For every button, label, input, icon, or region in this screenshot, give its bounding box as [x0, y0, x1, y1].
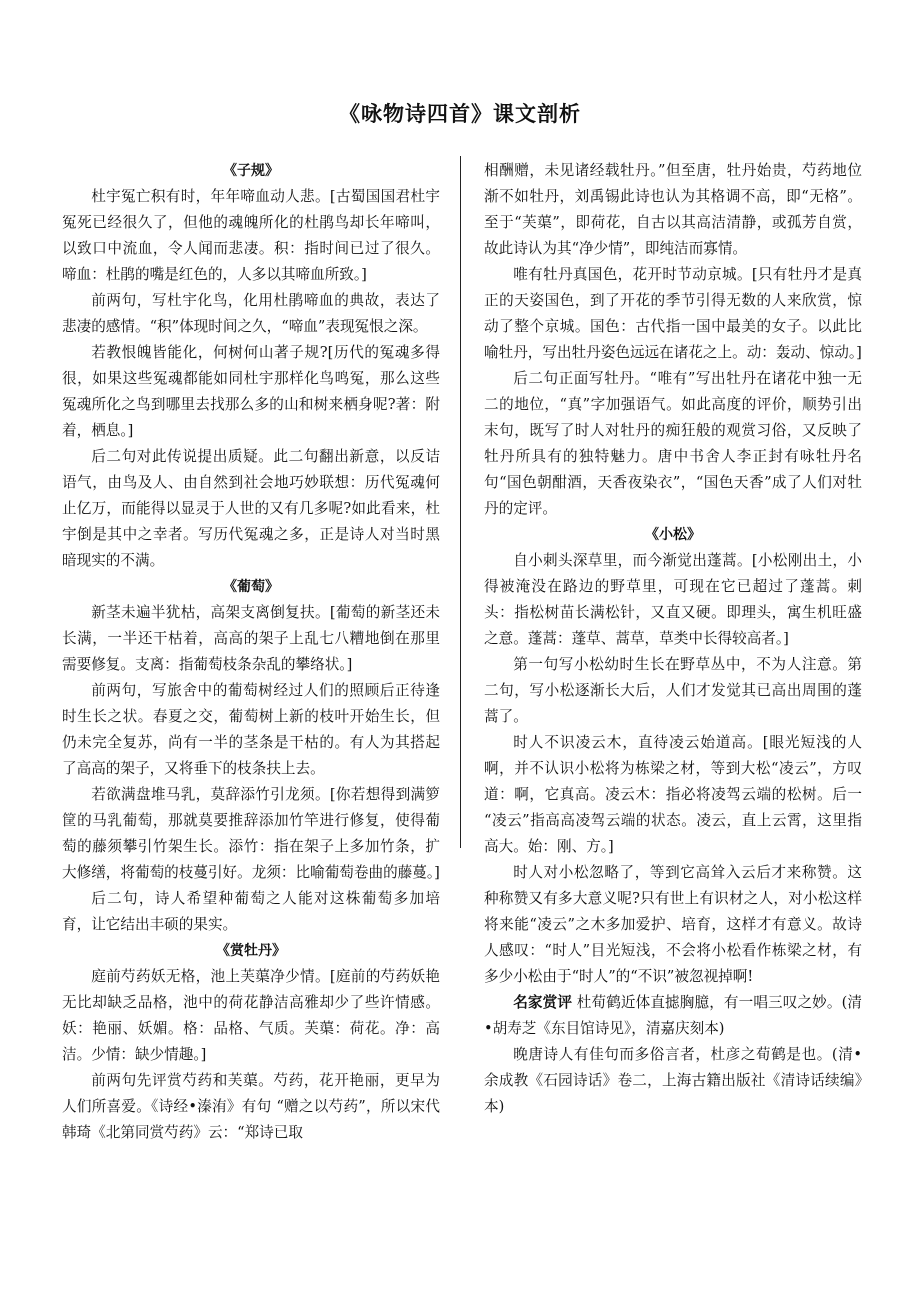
paragraph: 前两句先评赏芍药和芙蕖。芍药，花开艳丽，更早为人们所喜爱。《诗经•溱洧》有句 “赠之以芍药”，所以宋代韩琦《北第同赏芍药》云：“郑诗已取 — [62, 1072, 440, 1141]
section-title-putao: 《葡萄》 — [223, 579, 279, 595]
paragraph: 时人不识凌云木，直待凌云始道高。[眼光短浅的人啊，并不认识小松将为栋梁之材，等到大松“凌云”，方叹道：啊，它真高。凌云木：指必将凌驾云端的松树。后一 “凌云”指高高凌驾云端的状态。凌云，直上云霄，这里指高大。始：刚、方。] — [484, 734, 862, 855]
paragraph: 新茎未遍半犹枯，高架支离倒复扶。[葡萄的新茎还未长满，一半还干枯着，高高的架子上乱七八糟地倒在那里需要修复。支离：指葡萄枝条杂乱的攀络状。] — [62, 604, 440, 673]
section-title-ziguei: 《子规》 — [223, 163, 279, 179]
paragraph: 后二句，诗人希望种葡萄之人能对这株葡萄多加培育，让它结出丰硕的果实。 — [62, 890, 440, 933]
paragraph: 杜宇冤亡积有时，年年啼血动人悲。[古蜀国国君杜宇冤死已经很久了，但他的魂魄所化的杜鹃鸟却长年啼叫，以致口中流血，令人闻而悲凄。积：指时间已过了很久。啼血：杜鹃的嘴是红色的，人多以其啼血所致。] — [62, 188, 440, 283]
paragraph: 后二句对此传说提出质疑。此二句翻出新意，以反诘语气，由鸟及人、由自然到社会地巧妙联想：历代冤魂何止亿万，而能得以显灵于人世的又有几多呢?如此看来，杜宇倒是其中之幸者。写历代冤魂之多，正是诗人对当时黑暗现实的不满。 — [62, 448, 440, 569]
critique-label: 名家赏评 — [513, 994, 573, 1011]
column-divider — [460, 156, 461, 848]
paragraph: 后二句正面写牡丹。“唯有”写出牡丹在诸花中独一无二的地位，“真”字加强语气。如此高度的评价，顺势引出末句，既写了时人对牡丹的痴狂般的观赏习俗，又反映了牡丹所具有的独特魅力。唐中书舍人李正封有咏牡丹名句“国色朝酣酒，天香夜染衣”，“国色天香”成了人们对牡丹的定评。 — [484, 370, 862, 517]
paragraph: 晚唐诗人有佳句而多俗言者，杜彦之荀鹤是也。(清•余成教《石园诗话》卷二，上海古籍出版社《清诗话续编》本) — [484, 1046, 862, 1115]
paragraph: 若欲满盘堆马乳，莫辞添竹引龙须。[你若想得到满箩筐的马乳葡萄，那就莫要推辞添加竹竿进行修复，使得葡萄的藤须攀引竹架生长。添竹：指在架子上多加竹条，扩大修缮，将葡萄的枝蔓引好。龙须：比喻葡萄卷曲的藤蔓。] — [62, 786, 440, 881]
paragraph-continued: 相酬赠，未见诸经载牡丹。”但至唐，牡丹始贵，芍药地位渐不如牡丹，刘禹锡此诗也认为其格调不高，即“无格”。至于“芙蕖”，即荷花，自古以其高洁清静，或孤芳自赏，故此诗认为其“净少情”，即纯洁而寡情。 — [484, 162, 862, 257]
section-title-mudan: 《赏牡丹》 — [216, 943, 286, 959]
paragraph: 若教恨魄皆能化，何树何山著子规?[历代的冤魂多得很，如果这些冤魂都能如同杜宇那样化鸟鸣冤，那么这些冤魂所化之鸟到哪里去找那么多的山和树来栖身呢?著：附着，栖息。] — [62, 344, 440, 439]
paragraph: 前两句，写旅舍中的葡萄树经过人们的照顾后正待逢时生长之状。春夏之交，葡萄树上新的枝叶开始生长，但仍未完全复苏，尚有一半的茎条是干枯的。有人为其搭起了高高的架子，又将垂下的枝条扶上去。 — [62, 682, 440, 777]
critique-text: 杜荀鹤近体直摅胸臆，有一唱三叹之妙。(清•胡寿芝《东目馆诗见》，清嘉庆刻本) — [484, 994, 862, 1037]
right-column — [484, 158, 862, 1120]
page-title: 《咏物诗四首》课文剖析 — [339, 102, 581, 126]
paragraph: 庭前芍药妖无格，池上芙蕖净少情。[庭前的芍药妖艳无比却缺乏品格，池中的荷花静洁高雅却少了些许情感。妖：艳丽、妖媚。格：品格、气质。芙蕖：荷花。净：高洁。少情：缺少情趣。] — [62, 968, 440, 1063]
paragraph: 唯有牡丹真国色，花开时节动京城。[只有牡丹才是真正的天姿国色，到了开花的季节引得无数的人来欣赏，惊动了整个京城。国色：古代指一国中最美的女子。以此比喻牡丹，写出牡丹姿色远远在诸花之上。动：轰动、惊动。] — [484, 266, 862, 361]
paragraph: 时人对小松忽略了，等到它高耸入云后才来称赞。这种称赞又有多大意义呢?只有世上有识材之人，对小松这样将来能“凌云”之木多加爱护、培育，这样才有意义。故诗人感叹：“时人”目光短浅，不会将小松看作栋梁之材，有多少小松由于“时人”的“不识”被忽视掉啊! — [484, 864, 862, 985]
left-column — [62, 158, 440, 1146]
critique-paragraph — [484, 990, 862, 1042]
paragraph: 第一句写小松幼时生长在野草丛中，不为人注意。第二句，写小松逐渐长大后，人们才发觉其已高出周围的蓬蒿了。 — [484, 656, 862, 725]
paragraph: 前两句，写杜宇化鸟，化用杜鹃啼血的典故，表达了悲凄的感情。“积”体现时间之久，“啼血”表现冤恨之深。 — [62, 292, 440, 335]
section-title-xiaosong: 《小松》 — [645, 527, 701, 543]
paragraph: 自小刺头深草里，而今渐觉出蓬蒿。[小松刚出土，小得被淹没在路边的野草里，可现在它已超过了蓬蒿。刺头：指松树苗长满松针，又直又硬。即理头，寓生机旺盛之意。蓬蒿：蓬草、蒿草，草类中长得较高者。] — [484, 552, 862, 647]
